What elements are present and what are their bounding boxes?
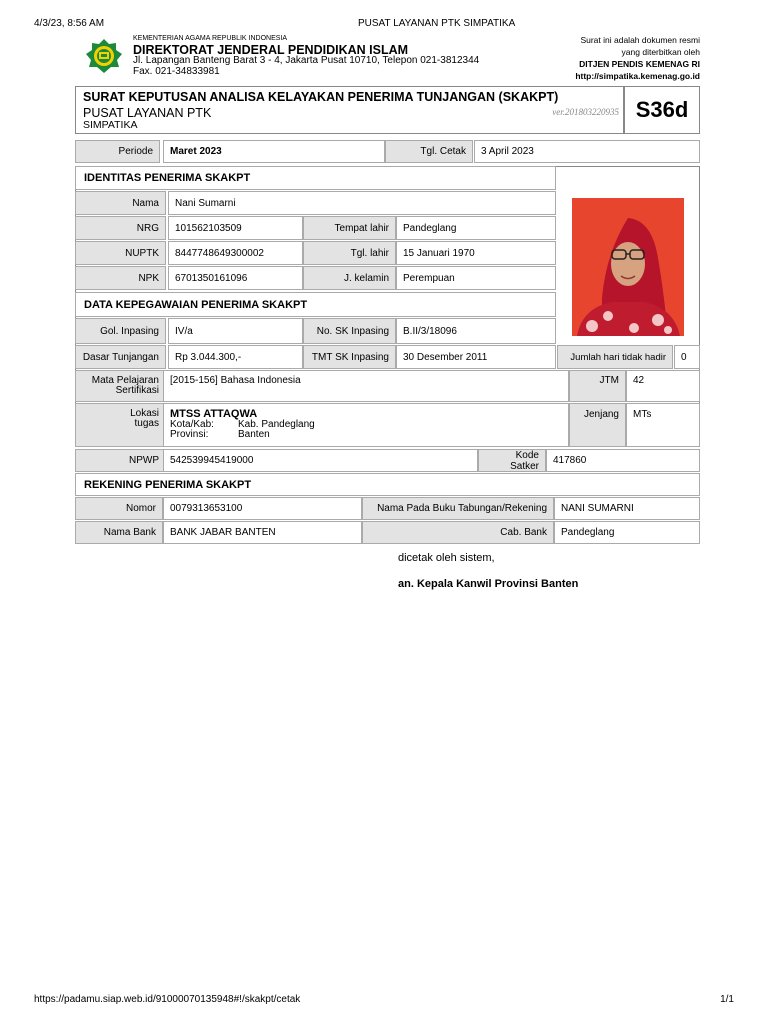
tempat-label: Tempat lahir bbox=[303, 216, 396, 240]
npwp-label: NPWP bbox=[75, 449, 166, 472]
tmt-label: TMT SK Inpasing bbox=[303, 345, 396, 369]
periode-value: Maret 2023 bbox=[163, 140, 385, 163]
jenjang-label: Jenjang bbox=[569, 403, 626, 447]
nrg-label: NRG bbox=[75, 216, 166, 240]
cab-label: Cab. Bank bbox=[362, 521, 554, 544]
note-line: yang diterbitkan oleh bbox=[621, 47, 700, 57]
tgl-lahir-label: Tgl. lahir bbox=[303, 241, 396, 265]
bank-value: BANK JABAR BANTEN bbox=[163, 521, 362, 544]
jk-label: J. kelamin bbox=[303, 266, 396, 290]
dasar-label: Dasar Tunjangan bbox=[75, 345, 166, 369]
bank-label: Nama Bank bbox=[75, 521, 163, 544]
satker-label: Kode Satker bbox=[478, 449, 546, 472]
gol-label: Gol. Inpasing bbox=[75, 318, 166, 344]
jenjang-value: MTs bbox=[626, 403, 700, 447]
doc-subtitle: PUSAT LAYANAN PTK bbox=[83, 106, 212, 120]
jtm-value: 42 bbox=[626, 370, 700, 402]
npk-value: 6701350161096 bbox=[168, 266, 303, 290]
lokasi-label-line: Lokasi bbox=[130, 408, 159, 419]
gol-value: IV/a bbox=[168, 318, 303, 344]
doc-title: SURAT KEPUTUSAN ANALISA KELAYAKAN PENERIMA TUNJANGAN (SKAKPT) bbox=[83, 90, 559, 104]
nama-value: Nani Sumarni bbox=[168, 191, 556, 215]
lokasi-value bbox=[163, 403, 569, 447]
mapel-label-line: Sertifikasi bbox=[115, 385, 159, 396]
nuptk-label: NUPTK bbox=[75, 241, 166, 265]
nama-buku-label: Nama Pada Buku Tabungan/Rekening bbox=[362, 497, 554, 520]
address: Jl. Lapangan Banteng Barat 3 - 4, Jakarta Pusat 10710, Telepon 021-3812344 bbox=[133, 55, 480, 66]
npk-label: NPK bbox=[75, 266, 166, 290]
directorate-name: DIREKTORAT JENDERAL PENDIDIKAN ISLAM bbox=[133, 43, 409, 57]
kota-value: Kab. Pandeglang bbox=[238, 419, 315, 430]
hari-label: Jumlah hari tidak hadir bbox=[557, 345, 673, 369]
profile-photo bbox=[572, 198, 684, 336]
nomor-value: 0079313653100 bbox=[163, 497, 362, 520]
doc-subtitle-2: SIMPATIKA bbox=[83, 119, 138, 131]
note-line: Surat ini adalah dokumen resmi bbox=[580, 35, 700, 45]
rekening-section: REKENING PENERIMA SKAKPT bbox=[75, 473, 700, 496]
satker-value: 417860 bbox=[546, 449, 700, 472]
doc-code: S36d bbox=[624, 86, 700, 134]
tgl-lahir-value: 15 Januari 1970 bbox=[396, 241, 556, 265]
print-title: PUSAT LAYANAN PTK SIMPATIKA bbox=[358, 18, 516, 29]
doc-title-box bbox=[75, 86, 624, 134]
kemenag-logo-icon bbox=[84, 38, 124, 74]
mapel-value: [2015-156] Bahasa Indonesia bbox=[163, 370, 569, 402]
cetak-label: Tgl. Cetak bbox=[385, 140, 473, 163]
dasar-value: Rp 3.044.300,- bbox=[168, 345, 303, 369]
sk-value: B.II/3/18096 bbox=[396, 318, 556, 344]
nuptk-value: 8447748649300002 bbox=[168, 241, 303, 265]
mapel-label-line: Mata Pelajaran bbox=[91, 375, 159, 386]
hari-value: 0 bbox=[674, 345, 700, 369]
cab-value: Pandeglang bbox=[554, 521, 700, 544]
school-name: MTSS ATTAQWA bbox=[170, 408, 258, 420]
identitas-section: IDENTITAS PENERIMA SKAKPT bbox=[75, 166, 556, 190]
kepegawaian-section: DATA KEPEGAWAIAN PENERIMA SKAKPT bbox=[75, 292, 556, 317]
cetak-value: 3 April 2023 bbox=[474, 140, 700, 163]
signer: an. Kepala Kanwil Provinsi Banten bbox=[398, 578, 579, 590]
official-note bbox=[500, 34, 700, 82]
provinsi-value: Banten bbox=[238, 429, 270, 440]
print-datetime: 4/3/23, 8:56 AM bbox=[34, 18, 105, 29]
printed-by: dicetak oleh sistem, bbox=[398, 552, 495, 564]
ministry-name: KEMENTERIAN AGAMA REPUBLIK INDONESIA bbox=[133, 35, 288, 42]
jk-value: Perempuan bbox=[396, 266, 556, 290]
lokasi-label-line: tugas bbox=[134, 418, 159, 429]
lokasi-label bbox=[75, 403, 166, 447]
issuer: DITJEN PENDIS KEMENAG RI bbox=[579, 59, 700, 69]
website-link: http://simpatika.kemenag.go.id bbox=[575, 71, 700, 81]
fax: Fax. 021-34833981 bbox=[133, 66, 220, 77]
jtm-label: JTM bbox=[569, 370, 626, 402]
periode-label: Periode bbox=[75, 140, 160, 163]
provinsi-label: Provinsi: bbox=[170, 429, 209, 440]
nama-buku-value: NANI SUMARNI bbox=[554, 497, 700, 520]
npwp-value: 542539945419000 bbox=[163, 449, 478, 472]
nomor-label: Nomor bbox=[75, 497, 163, 520]
nama-label: Nama bbox=[75, 191, 166, 215]
tempat-value: Pandeglang bbox=[396, 216, 556, 240]
print-url: https://padamu.siap.web.id/91000070135948#!/skakpt/cetak bbox=[34, 994, 301, 1005]
nrg-value: 101562103509 bbox=[168, 216, 303, 240]
tmt-value: 30 Desember 2011 bbox=[396, 345, 556, 369]
sk-label: No. SK Inpasing bbox=[303, 318, 396, 344]
kota-label: Kota/Kab: bbox=[170, 419, 214, 430]
version: ver.201803220935 bbox=[552, 107, 619, 117]
mapel-label bbox=[75, 370, 166, 402]
print-page: 1/1 bbox=[720, 994, 734, 1005]
